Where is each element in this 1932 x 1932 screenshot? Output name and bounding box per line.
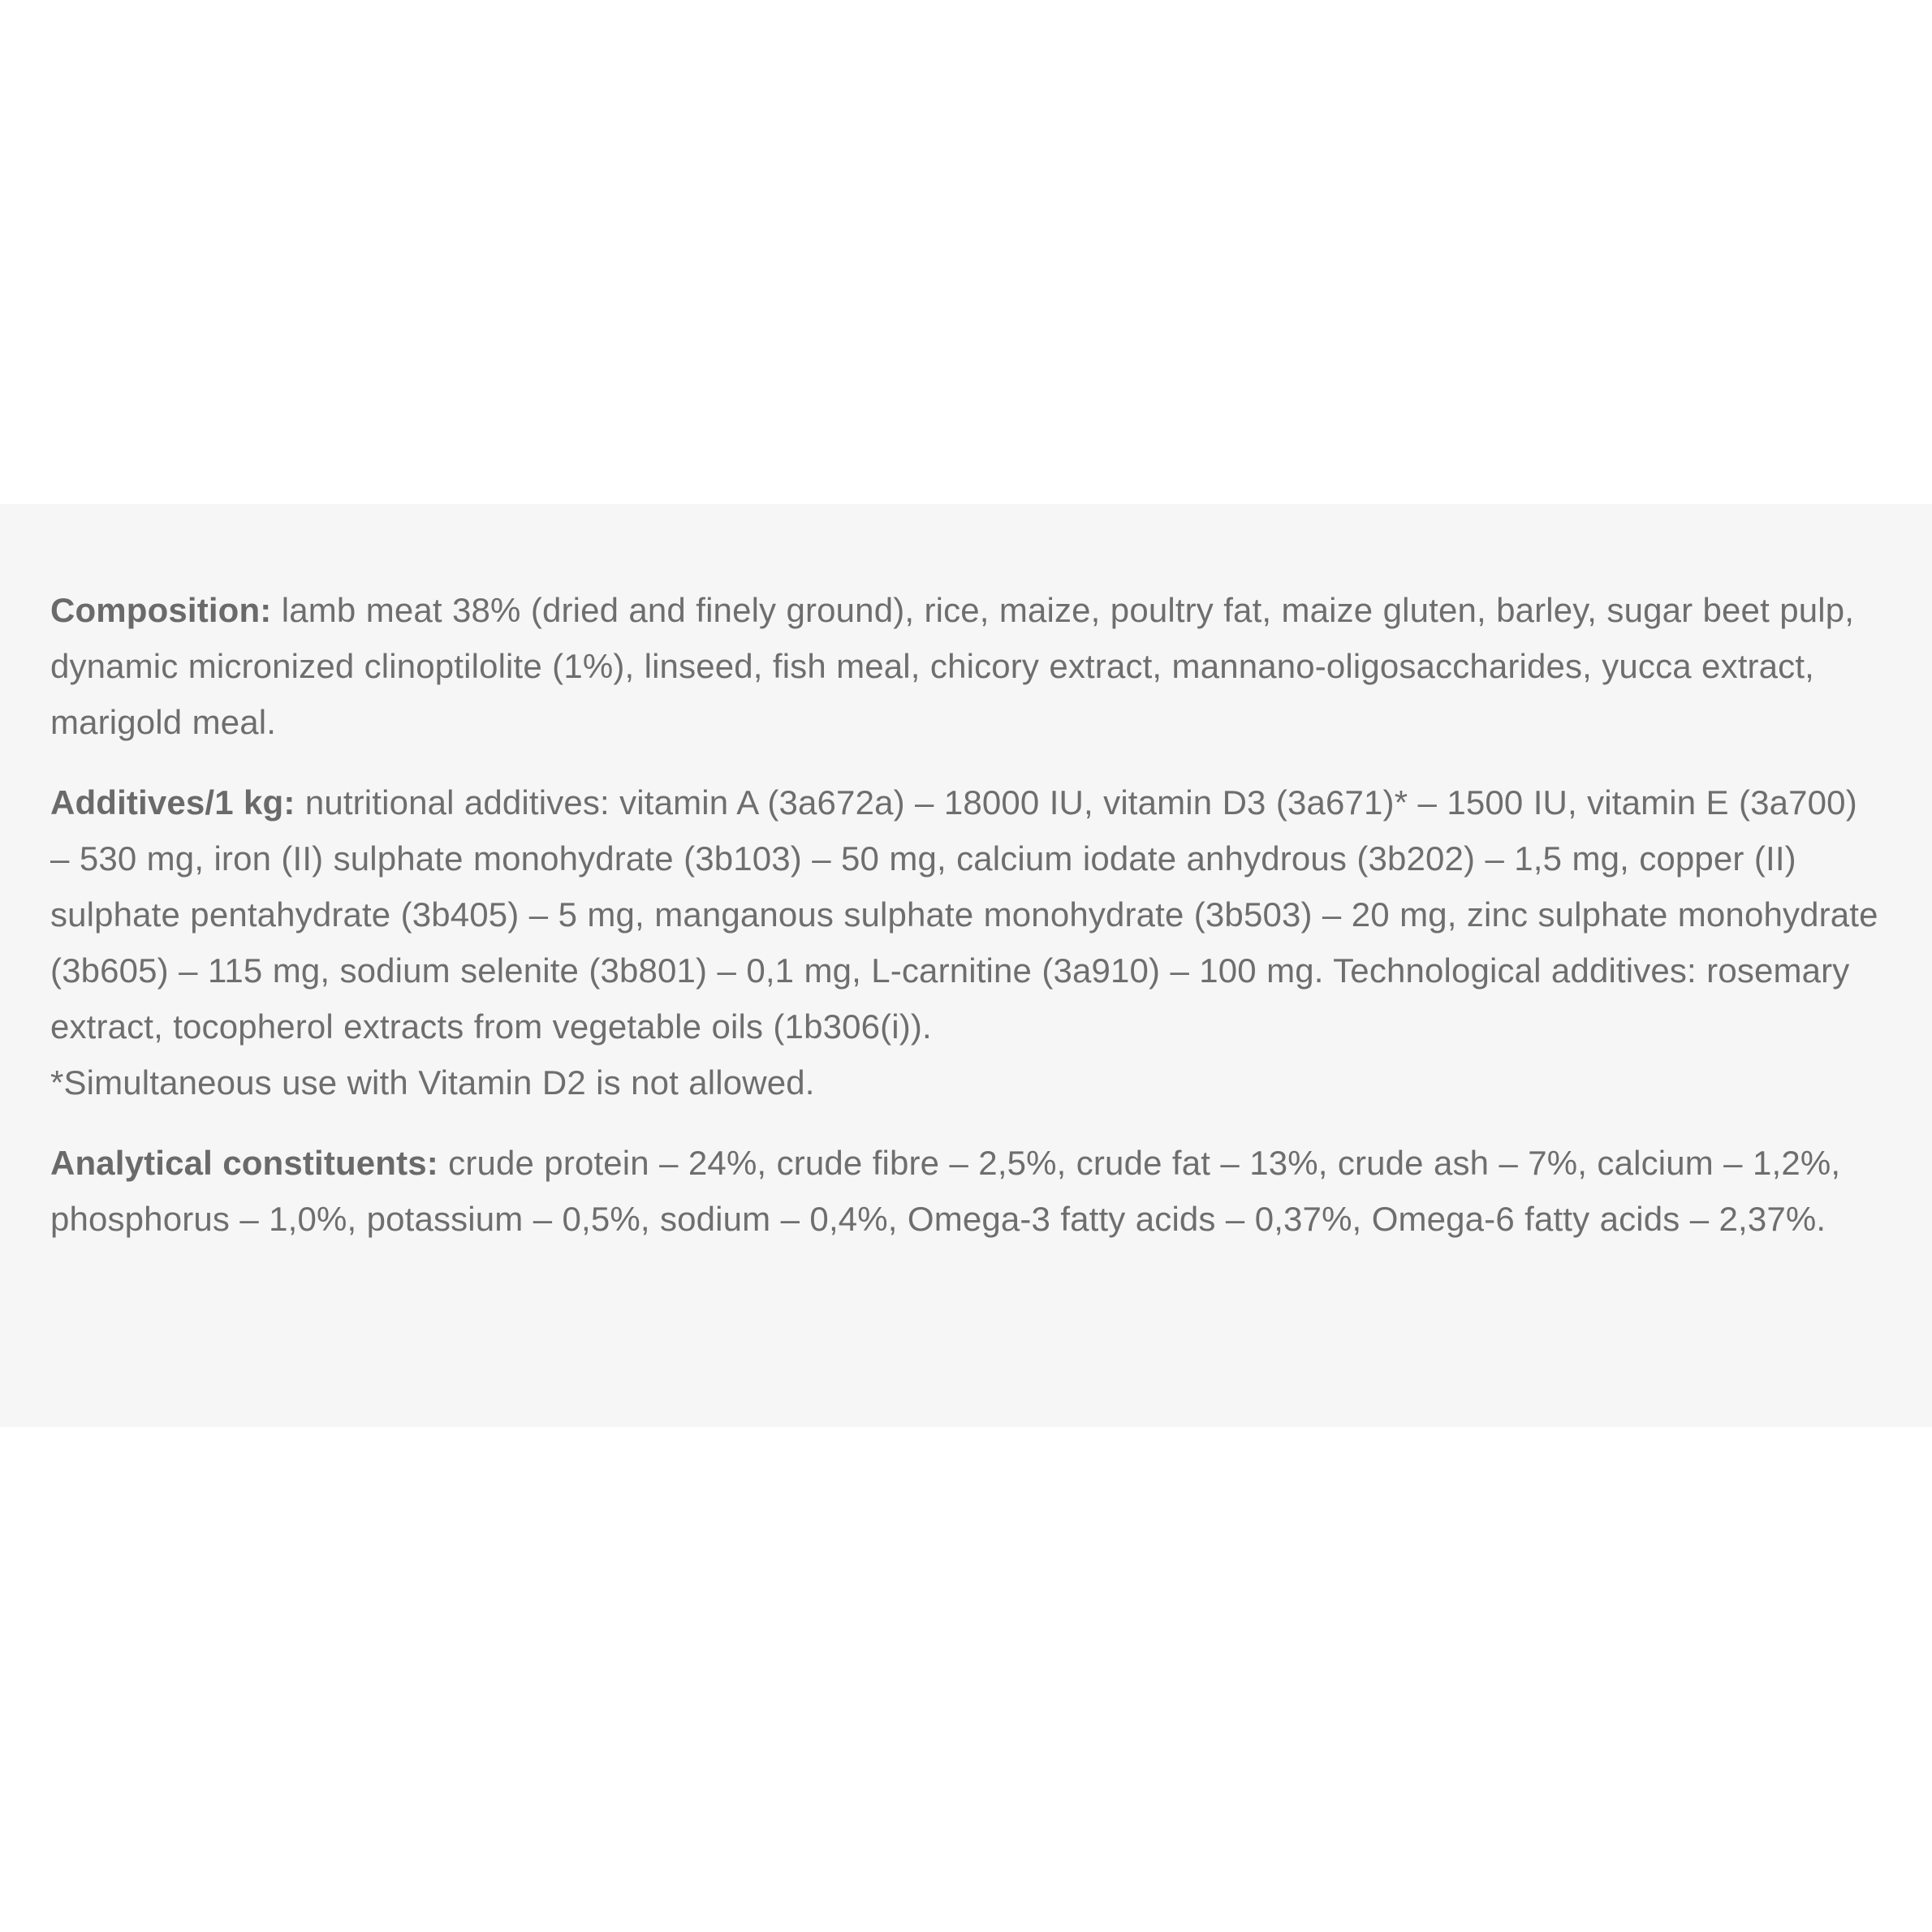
analytical-paragraph bbox=[50, 1135, 1883, 1247]
analytical-label: Analytical constituents: bbox=[50, 1144, 438, 1182]
composition-text: lamb meat 38% (dried and finely ground), rice, maize, poultry fat, maize gluten, barley, sugar beet pulp, dynamic micronized clinoptilolite (1%), linseed, fish meal, chicory extract, mannano-oligosaccharides, yucca extract, marigold meal. bbox=[50, 591, 1855, 741]
composition-label: Composition: bbox=[50, 591, 272, 629]
product-info-panel bbox=[0, 504, 1932, 1427]
vitamin-d2-note: *Simultaneous use with Vitamin D2 is not allowed. bbox=[50, 1063, 815, 1102]
analytical-text: crude protein – 24%, crude fibre – 2,5%, crude fat – 13%, crude ash – 7%, calcium – 1,2%, phosphorus – 1,0%, potassium – 0,5%, sodium – 0,4%, Omega-3 fatty acids – 0,37%, Omega-6 fatty acids – 2,37%. bbox=[50, 1144, 1841, 1238]
additives-label: Additives/1 kg: bbox=[50, 783, 295, 822]
additives-text: nutritional additives: vitamin A (3a672a) – 18000 IU, vitamin D3 (3a671)* – 1500 IU, vitamin E (3a700) – 530 mg, iron (II) sulphate monohydrate (3b103) – 50 mg, calcium iodate anhydrous (3b202) – 1,5 mg, copper (II) sulphate pentahydrate (3b405) – 5 mg, manganous sulphate monohydrate (3b503) – 20 mg, zinc sulphate monohydrate (3b605) – 115 mg, sodium selenite (3b801) – 0,1 mg, L-carnitine (3a910) – 100 mg. Technological additives: rosemary extract, tocopherol extracts from vegetable oils (1b306(i)). bbox=[50, 783, 1878, 1046]
additives-paragraph bbox=[50, 774, 1883, 1110]
composition-paragraph bbox=[50, 582, 1883, 750]
